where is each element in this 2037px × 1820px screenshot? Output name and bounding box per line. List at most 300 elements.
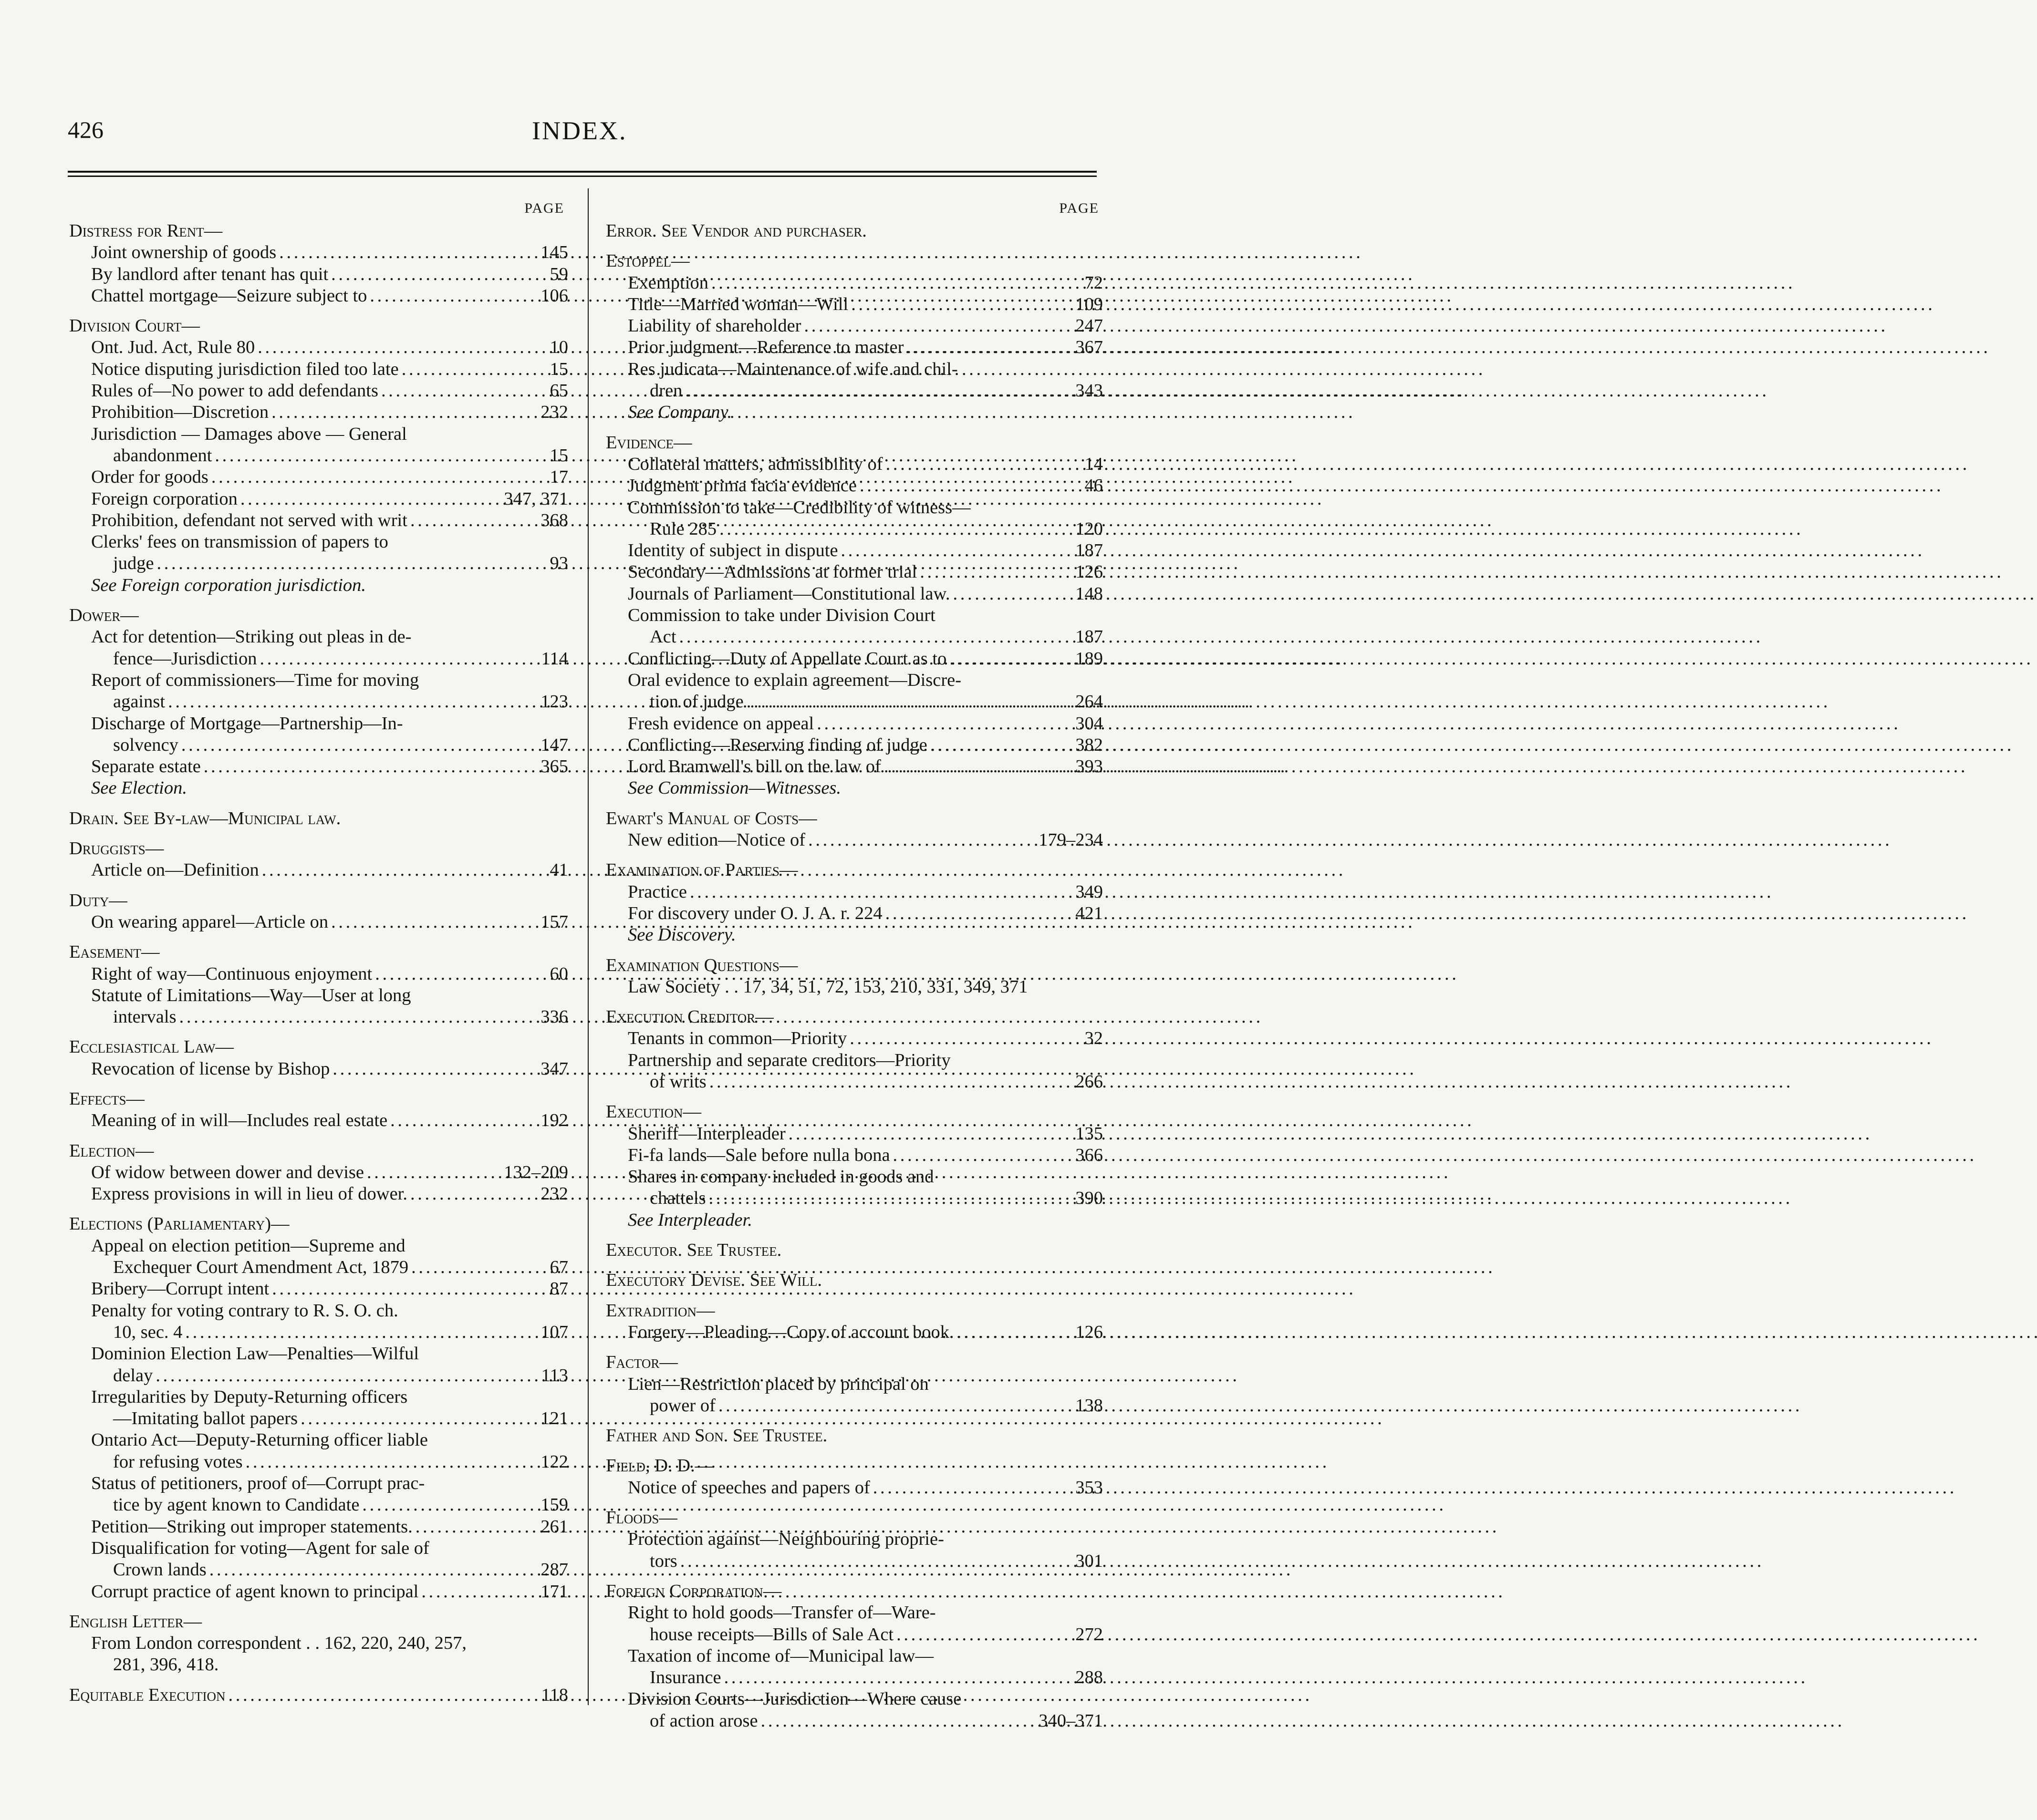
index-line-text: Disqualification for voting—Agent for sale of bbox=[91, 1538, 429, 1558]
index-entry bbox=[69, 605, 568, 799]
leader-dots bbox=[885, 903, 1073, 924]
index-line-text: Conflicting—Reserving finding of judge bbox=[628, 734, 927, 755]
index-entry bbox=[606, 859, 1103, 946]
index-heading bbox=[606, 1425, 1103, 1447]
page-reference: 304 bbox=[1075, 713, 1103, 734]
index-line bbox=[69, 402, 568, 423]
leader-dots bbox=[181, 734, 538, 756]
leader-dots bbox=[804, 315, 1073, 337]
index-line bbox=[606, 1210, 1103, 1231]
index-line bbox=[69, 1183, 568, 1205]
index-line-text: —Imitating ballot papers bbox=[113, 1408, 298, 1429]
index-line-text: Shares in company included in goods and bbox=[628, 1167, 934, 1187]
page-reference: 65 bbox=[550, 381, 568, 401]
index-line-text: Forgery—Pleading—Copy of account book. bbox=[628, 1322, 954, 1342]
page-reference: 367 bbox=[1075, 337, 1103, 358]
page-reference: 145 bbox=[540, 242, 568, 263]
index-line-text: Conflicting—Duty of Appellate Court as to bbox=[628, 648, 947, 669]
leader-dots bbox=[860, 475, 1082, 496]
leader-dots bbox=[228, 1685, 538, 1706]
index-line bbox=[69, 1006, 568, 1028]
page-reference: 266 bbox=[1075, 1071, 1103, 1092]
index-line-text: Father and Son. See Trustee. bbox=[606, 1426, 828, 1446]
page-reference: 368 bbox=[540, 510, 568, 530]
index-line-text: Penalty for voting contrary to R. S. O. ch. bbox=[91, 1300, 398, 1321]
index-line bbox=[606, 1123, 1103, 1145]
index-line-text: for refusing votes bbox=[113, 1451, 243, 1472]
index-line-text: Act for detention—Striking out pleas in de- bbox=[91, 627, 412, 647]
index-heading bbox=[606, 220, 1103, 242]
index-heading bbox=[69, 1036, 568, 1058]
index-line-text: See Commission—Witnesses. bbox=[628, 778, 842, 798]
index-line-text: Of widow between dower and devise bbox=[91, 1162, 364, 1182]
leader-dots bbox=[279, 242, 538, 263]
page-reference: 336 bbox=[540, 1007, 568, 1027]
index-entry bbox=[69, 315, 568, 596]
index-line-text: tors bbox=[650, 1551, 677, 1571]
index-line bbox=[606, 713, 1103, 734]
index-heading bbox=[606, 1581, 1103, 1602]
index-line bbox=[606, 402, 1103, 423]
leader-dots bbox=[179, 1006, 538, 1028]
index-entry bbox=[69, 1213, 568, 1602]
index-line bbox=[69, 1473, 568, 1494]
index-line-text: Estoppel— bbox=[606, 251, 690, 271]
page-reference: 114 bbox=[541, 648, 568, 669]
index-line bbox=[606, 497, 1103, 518]
index-entry bbox=[69, 1036, 568, 1080]
index-line-text: Evidence— bbox=[606, 432, 692, 453]
index-entry bbox=[606, 220, 1103, 242]
index-line-text: Report of commissioners—Time for moving bbox=[91, 670, 419, 690]
leader-dots bbox=[808, 829, 1036, 851]
index-line bbox=[69, 488, 568, 510]
index-line-text: Examination Questions— bbox=[606, 955, 798, 975]
index-entry bbox=[606, 1352, 1103, 1417]
leader-dots bbox=[906, 337, 1072, 358]
index-entry bbox=[606, 250, 1103, 423]
page-reference: 421 bbox=[1075, 903, 1103, 923]
leader-dots bbox=[957, 1322, 1073, 1343]
index-line bbox=[69, 359, 568, 380]
page-reference: 126 bbox=[1075, 562, 1103, 582]
index-line-text: Ontario Act—Deputy-Returning officer liable bbox=[91, 1430, 428, 1450]
page-reference: 123 bbox=[540, 692, 568, 712]
leader-dots bbox=[851, 294, 1072, 315]
index-line bbox=[606, 1028, 1103, 1049]
index-line bbox=[606, 1166, 1103, 1188]
index-line bbox=[606, 475, 1103, 496]
index-line bbox=[606, 734, 1103, 756]
index-line-text: abandonment bbox=[113, 445, 212, 465]
leader-dots bbox=[709, 1188, 1073, 1209]
leader-dots bbox=[884, 756, 1072, 777]
index-line-text: Elections (Parliamentary)— bbox=[69, 1214, 290, 1234]
index-line-text: Partnership and separate creditors—Priority bbox=[628, 1050, 951, 1070]
page-column-label: PAGE bbox=[1059, 200, 1099, 216]
page-title: INDEX. bbox=[532, 116, 627, 145]
index-line-text: Petition—Striking out improper statements. bbox=[91, 1516, 413, 1537]
index-line bbox=[606, 583, 1103, 605]
index-line bbox=[69, 713, 568, 734]
leader-dots bbox=[370, 285, 538, 307]
index-line-text: Liability of shareholder bbox=[628, 316, 801, 336]
index-line bbox=[69, 575, 568, 596]
page-reference: 261 bbox=[540, 1516, 568, 1537]
page-reference: 343 bbox=[1075, 381, 1103, 401]
leader-dots bbox=[416, 1516, 538, 1538]
index-line bbox=[606, 1602, 1103, 1624]
page-reference: 189 bbox=[1075, 648, 1103, 669]
index-line bbox=[69, 424, 568, 445]
page-reference: 157 bbox=[540, 911, 568, 932]
index-heading bbox=[606, 1101, 1103, 1123]
index-line bbox=[69, 985, 568, 1006]
index-line-text: New edition—Notice of bbox=[628, 830, 806, 850]
leader-dots bbox=[410, 1183, 538, 1205]
index-line bbox=[69, 466, 568, 488]
index-line-text: Examination of Parties— bbox=[606, 860, 798, 880]
index-line-text: Floods— bbox=[606, 1508, 677, 1528]
page-reference: 192 bbox=[540, 1110, 568, 1131]
index-heading bbox=[606, 250, 1103, 272]
index-line bbox=[69, 777, 568, 799]
index-entry bbox=[606, 1101, 1103, 1231]
index-line bbox=[69, 1300, 568, 1322]
leader-dots bbox=[260, 648, 539, 670]
index-line bbox=[69, 285, 568, 307]
index-line bbox=[69, 264, 568, 285]
index-line-text: Equitable Execution bbox=[69, 1685, 226, 1705]
index-entry bbox=[606, 1300, 1103, 1344]
index-line-text: of action arose bbox=[650, 1710, 758, 1731]
index-line bbox=[606, 337, 1103, 358]
index-line-text: Joint ownership of goods bbox=[91, 242, 277, 263]
index-line bbox=[606, 540, 1103, 561]
index-line bbox=[606, 315, 1103, 337]
index-heading bbox=[69, 1213, 568, 1235]
leader-dots bbox=[209, 1559, 538, 1581]
index-heading bbox=[69, 1685, 568, 1706]
index-line bbox=[606, 272, 1103, 294]
index-line bbox=[606, 648, 1103, 670]
index-line bbox=[69, 756, 568, 777]
index-line bbox=[69, 1581, 568, 1603]
index-line-text: Practice bbox=[628, 881, 687, 902]
index-line bbox=[69, 1235, 568, 1257]
index-line-text: Ewart's Manual of Costs— bbox=[606, 808, 817, 828]
index-heading bbox=[606, 1507, 1103, 1529]
index-heading bbox=[606, 955, 1103, 976]
index-entry bbox=[69, 808, 568, 829]
page-reference: 390 bbox=[1075, 1188, 1103, 1209]
index-line-text: English Letter— bbox=[69, 1611, 202, 1632]
index-line-text: Fresh evidence on appeal bbox=[628, 713, 814, 734]
index-entry bbox=[606, 1006, 1103, 1093]
index-line-text: Irregularities by Deputy-Returning officers bbox=[91, 1386, 408, 1407]
index-entry bbox=[606, 1455, 1103, 1499]
leader-dots bbox=[246, 1451, 538, 1473]
leader-dots bbox=[920, 561, 1072, 583]
leader-dots bbox=[886, 454, 1082, 475]
index-line-text: Notice of speeches and papers of bbox=[628, 1477, 870, 1498]
index-line-text: Title—Married woman—Will bbox=[628, 294, 849, 314]
leader-dots bbox=[690, 881, 1072, 903]
index-line-text: See Foreign corporation jurisdiction. bbox=[91, 575, 366, 595]
index-line-text: Discharge of Mortgage—Partnership—In- bbox=[91, 713, 403, 734]
leader-dots bbox=[362, 1494, 538, 1516]
index-line bbox=[606, 605, 1103, 626]
index-line-text: From London correspondent . . 162, 220, 240, 257, bbox=[91, 1633, 467, 1654]
index-column-right bbox=[606, 199, 1103, 1740]
index-line-text: Division Courts—Jurisdiction—Where cause bbox=[628, 1689, 962, 1709]
page-reference: 107 bbox=[540, 1322, 568, 1342]
index-line-text: Distress for Rent— bbox=[69, 221, 223, 241]
page-reference: 113 bbox=[541, 1365, 568, 1386]
leader-dots bbox=[411, 1257, 547, 1278]
index-entry bbox=[606, 1270, 1103, 1291]
page-reference: 15 bbox=[550, 359, 568, 379]
index-line bbox=[606, 1188, 1103, 1209]
index-heading bbox=[606, 1352, 1103, 1373]
page-reference: 121 bbox=[540, 1408, 568, 1429]
index-line-text: Revocation of license by Bishop bbox=[91, 1058, 330, 1079]
page-reference: 347, 371 bbox=[504, 488, 568, 509]
index-line-text: Execution— bbox=[606, 1102, 701, 1122]
index-line bbox=[606, 881, 1103, 903]
index-line bbox=[606, 670, 1103, 691]
index-line-text: On wearing apparel—Article on bbox=[91, 911, 329, 932]
page-reference: 60 bbox=[550, 963, 568, 984]
page-reference: 349 bbox=[1075, 881, 1103, 902]
page-reference: 72 bbox=[1084, 272, 1103, 293]
index-line bbox=[606, 1050, 1103, 1071]
index-line bbox=[606, 1710, 1103, 1732]
index-heading bbox=[606, 859, 1103, 881]
page-reference: 148 bbox=[1075, 583, 1103, 604]
leader-dots bbox=[817, 713, 1072, 734]
index-line-text: Prior judgment—Reference to master bbox=[628, 337, 904, 358]
page-reference: 118 bbox=[541, 1685, 568, 1705]
index-heading bbox=[606, 1455, 1103, 1477]
index-line bbox=[69, 670, 568, 691]
index-line bbox=[69, 911, 568, 933]
index-line-text: Notice disputing jurisdiction filed too late bbox=[91, 359, 399, 379]
index-line-text: solvency bbox=[113, 734, 178, 755]
index-entry bbox=[69, 1611, 568, 1676]
page-reference: 171 bbox=[540, 1581, 568, 1602]
index-line bbox=[606, 903, 1103, 924]
index-entry bbox=[69, 1140, 568, 1205]
index-line-text: Ecclesiastical Law— bbox=[69, 1037, 234, 1057]
leader-dots bbox=[893, 1145, 1073, 1166]
index-line-text: Status of petitioners, proof of—Corrupt prac- bbox=[91, 1473, 425, 1494]
index-heading bbox=[606, 1006, 1103, 1028]
index-line bbox=[69, 1429, 568, 1451]
index-line bbox=[606, 518, 1103, 540]
page-reference: 147 bbox=[540, 734, 568, 755]
index-line bbox=[606, 1624, 1103, 1645]
index-entry bbox=[606, 1240, 1103, 1261]
index-entry bbox=[69, 890, 568, 933]
leader-dots bbox=[761, 1710, 1036, 1732]
index-line-text: Prohibition—Discretion bbox=[91, 402, 269, 423]
index-line-text: Collateral matters, admissibility of bbox=[628, 454, 883, 474]
index-line-text: Law Society . . 17, 34, 51, 72, 153, 210, 331, 349, 371 bbox=[628, 976, 1028, 997]
page-reference: 106 bbox=[540, 285, 568, 306]
index-line-text: Protection against—Neighbouring proprie- bbox=[628, 1529, 944, 1550]
leader-dots bbox=[711, 272, 1082, 294]
leader-dots bbox=[747, 691, 1073, 713]
leader-dots bbox=[331, 911, 538, 933]
index-line bbox=[69, 734, 568, 756]
page-reference: 272 bbox=[1075, 1624, 1103, 1644]
leader-dots bbox=[211, 466, 547, 488]
leader-dots bbox=[841, 540, 1073, 561]
index-line-text: Corrupt practice of agent known to principal bbox=[91, 1581, 419, 1602]
index-entry bbox=[69, 1088, 568, 1132]
index-line bbox=[69, 1278, 568, 1300]
index-line-text: Rule 285 bbox=[650, 518, 717, 539]
index-entry bbox=[69, 1685, 568, 1706]
index-line-text: house receipts—Bills of Sale Act bbox=[650, 1624, 894, 1644]
leader-dots bbox=[949, 648, 1072, 670]
leader-dots bbox=[850, 1028, 1081, 1049]
index-line-text: Drain. See By-law—Municipal law. bbox=[69, 808, 341, 828]
index-line-text: Taxation of income of—Municipal law— bbox=[628, 1645, 934, 1666]
index-line-text: Secondary—Admissions at former trial bbox=[628, 562, 917, 582]
index-line-text: Chattel mortgage—Seizure subject to bbox=[91, 285, 367, 306]
index-line bbox=[69, 1408, 568, 1429]
index-line-text: chattels bbox=[650, 1188, 706, 1209]
leader-dots bbox=[679, 626, 1073, 648]
index-line-text: tion of judge bbox=[650, 692, 744, 712]
index-line bbox=[69, 648, 568, 670]
index-line bbox=[606, 561, 1103, 583]
index-line-text: Crown lands bbox=[113, 1560, 207, 1580]
leader-dots bbox=[168, 691, 538, 713]
leader-dots bbox=[402, 359, 547, 380]
page-reference: 232 bbox=[540, 1184, 568, 1204]
index-line bbox=[606, 976, 1103, 998]
index-line bbox=[606, 691, 1103, 713]
page-reference: 14 bbox=[1084, 454, 1103, 474]
page-reference: 15 bbox=[550, 445, 568, 465]
index-line-text: Right of way—Continuous enjoyment bbox=[91, 963, 373, 984]
index-heading bbox=[69, 838, 568, 859]
leader-dots bbox=[215, 445, 547, 466]
index-line-text: power of bbox=[650, 1395, 716, 1416]
index-line-text: Fi-fa lands—Sale before nulla bona bbox=[628, 1145, 890, 1165]
index-line bbox=[69, 1516, 568, 1538]
page-reference: 109 bbox=[1075, 294, 1103, 314]
index-line-text: Lien—Restriction placed by principal on bbox=[628, 1374, 929, 1394]
index-line-text: Oral evidence to explain agreement—Discre- bbox=[628, 670, 962, 690]
page-reference: 247 bbox=[1075, 316, 1103, 336]
page-reference: 264 bbox=[1075, 692, 1103, 712]
index-line-text: Dower— bbox=[69, 605, 139, 626]
index-line bbox=[606, 1071, 1103, 1093]
leader-dots bbox=[719, 518, 1072, 540]
page-reference: 138 bbox=[1075, 1395, 1103, 1416]
index-heading bbox=[69, 605, 568, 626]
index-line-text: See Interpleader. bbox=[628, 1210, 752, 1230]
index-line-text: Duty— bbox=[69, 890, 127, 910]
index-line-text: Rules of—No power to add defendants bbox=[91, 381, 378, 401]
index-heading bbox=[69, 220, 568, 242]
index-line-text: Ont. Jud. Act, Rule 80 bbox=[91, 337, 255, 358]
page-reference: 32 bbox=[1084, 1028, 1103, 1049]
page-reference: 59 bbox=[550, 264, 568, 284]
index-line-text: Insurance bbox=[650, 1667, 721, 1688]
leader-dots bbox=[367, 1162, 501, 1183]
leader-dots bbox=[381, 380, 547, 402]
header-rule bbox=[68, 171, 1097, 173]
index-line bbox=[69, 1451, 568, 1473]
index-line-text: delay bbox=[113, 1365, 153, 1386]
index-line-text: Lord Bramwell's bill on the law of bbox=[628, 756, 881, 777]
index-line-text: Foreign corporation bbox=[91, 488, 238, 509]
index-line bbox=[69, 963, 568, 985]
index-line-text: Effects— bbox=[69, 1088, 145, 1109]
index-heading bbox=[606, 432, 1103, 454]
index-line-text: Foreign Corporation— bbox=[606, 1581, 782, 1601]
index-line-text: Election— bbox=[69, 1140, 154, 1161]
index-line-text: Exemption bbox=[628, 272, 708, 293]
leader-dots bbox=[685, 380, 1072, 402]
index-entry bbox=[606, 1581, 1103, 1732]
page-reference: 301 bbox=[1075, 1551, 1103, 1571]
leader-dots bbox=[185, 1322, 538, 1343]
index-heading bbox=[606, 1240, 1103, 1261]
page-reference: 159 bbox=[540, 1495, 568, 1515]
index-line-text: Easement— bbox=[69, 942, 160, 962]
index-line bbox=[69, 1559, 568, 1581]
leader-dots bbox=[718, 1395, 1072, 1417]
index-line bbox=[69, 380, 568, 402]
index-line-text: Extradition— bbox=[606, 1300, 715, 1321]
leader-dots bbox=[272, 1278, 547, 1300]
index-line-text: Executory Devise. See Will. bbox=[606, 1270, 822, 1291]
index-line-text: Right to hold goods—Transfer of—Ware- bbox=[628, 1603, 936, 1623]
header-rule-double bbox=[68, 176, 1097, 177]
index-line-text: Judgment prima facia evidence bbox=[628, 476, 857, 496]
leader-dots bbox=[258, 337, 547, 358]
index-line bbox=[69, 1386, 568, 1408]
index-entry bbox=[606, 955, 1103, 998]
index-line-text: Clerks' fees on transmission of papers to bbox=[91, 532, 388, 552]
leader-dots bbox=[724, 1667, 1073, 1688]
leader-dots bbox=[375, 963, 547, 985]
leader-dots bbox=[331, 264, 547, 285]
index-heading bbox=[69, 941, 568, 963]
index-line bbox=[606, 359, 1103, 380]
index-line-text: Identity of subject in dispute bbox=[628, 540, 838, 561]
index-line bbox=[69, 445, 568, 466]
leader-dots bbox=[240, 488, 501, 510]
index-heading bbox=[69, 315, 568, 337]
leader-dots bbox=[930, 734, 1073, 756]
index-line bbox=[69, 510, 568, 531]
index-line-text: Statute of Limitations—Way—User at long bbox=[91, 985, 411, 1005]
index-entry bbox=[606, 808, 1103, 851]
page-reference: 288 bbox=[1075, 1667, 1103, 1688]
index-line bbox=[69, 1162, 568, 1183]
index-column-left bbox=[69, 199, 568, 1715]
leader-dots bbox=[789, 1123, 1073, 1145]
index-line-text: 281, 396, 418. bbox=[113, 1655, 219, 1675]
page-reference: 93 bbox=[550, 553, 568, 574]
